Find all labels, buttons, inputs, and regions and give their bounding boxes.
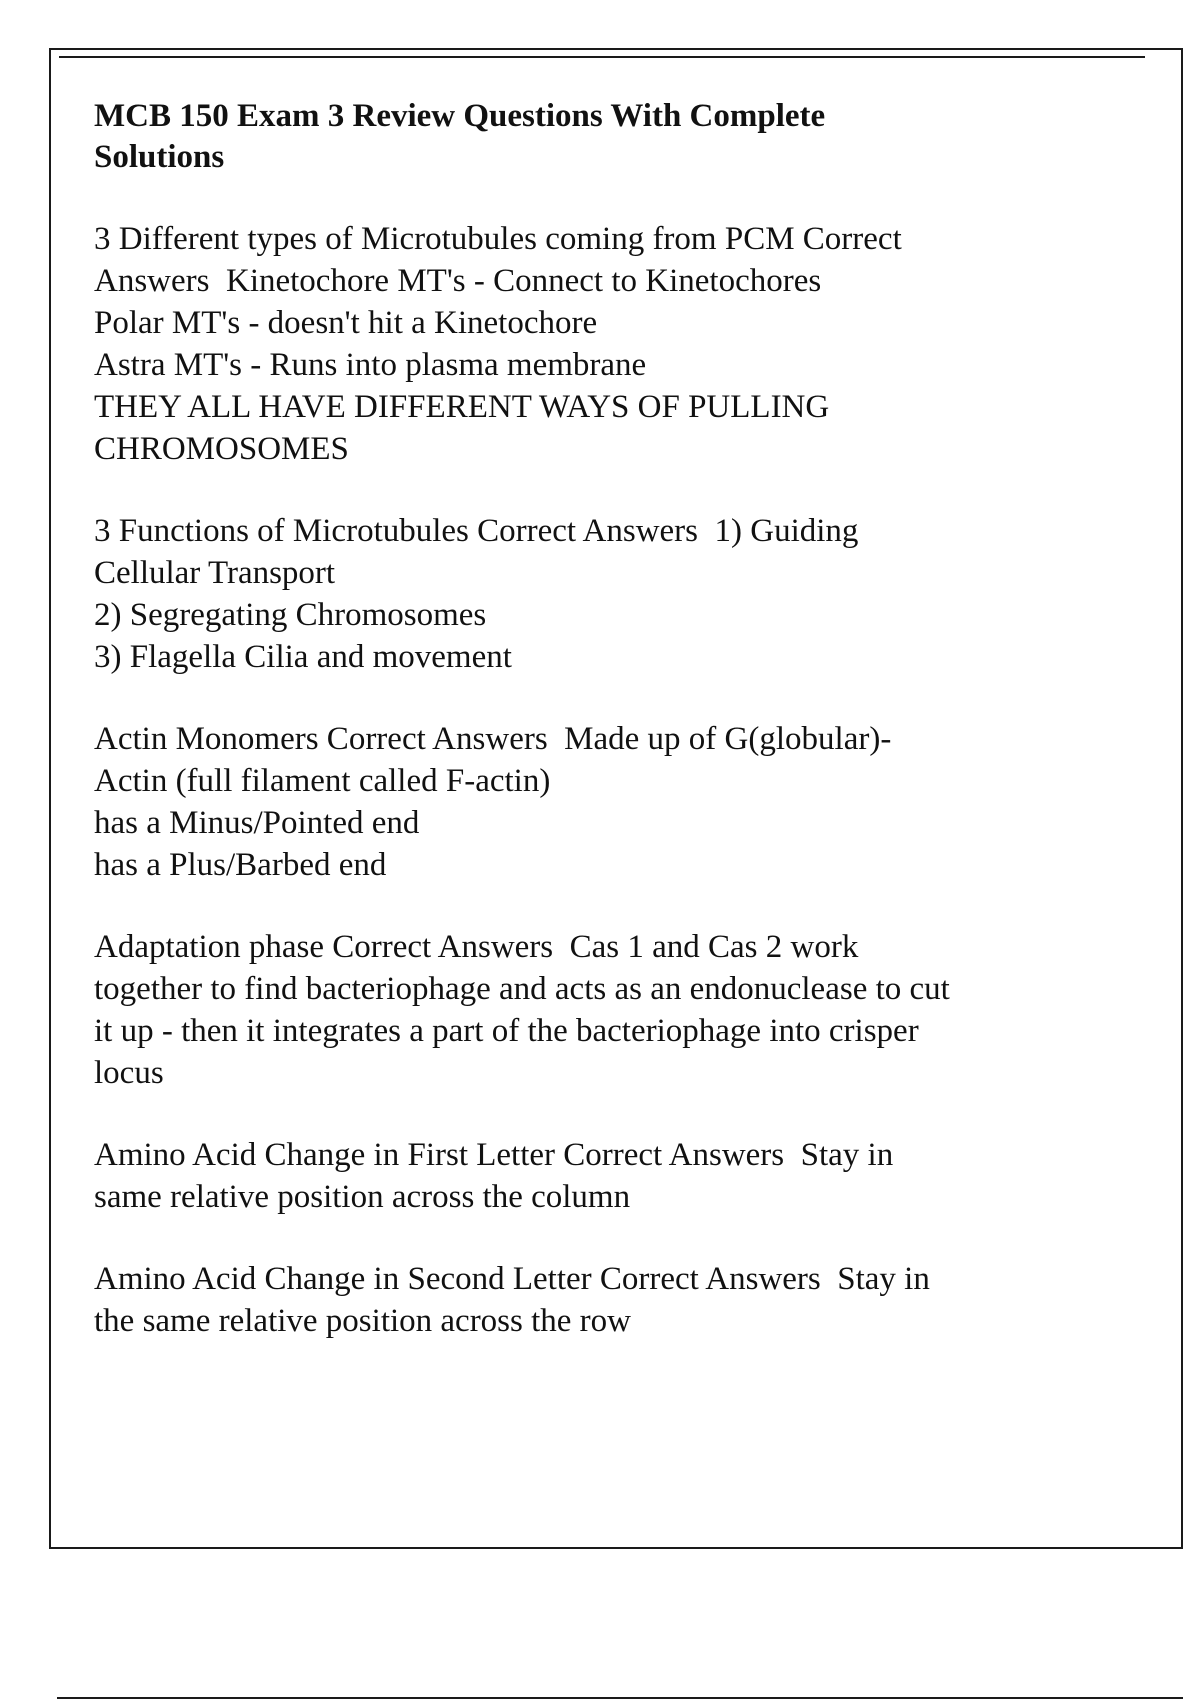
entry-line: Astra MT's - Runs into plasma membrane [94, 347, 647, 383]
document-title [94, 96, 1054, 178]
title-line: MCB 150 Exam 3 Review Questions With Complete [94, 98, 826, 134]
qa-entry-adaptation-phase [94, 926, 1054, 1094]
entry-line: together to find bacteriophage and acts as an endonuclease to cut [94, 971, 950, 1007]
entry-line: Amino Acid Change in First Letter Correct Answers Stay in [94, 1137, 894, 1173]
qa-entry-microtubule-types [94, 218, 1054, 470]
entry-line: the same relative position across the row [94, 1303, 632, 1339]
entry-line: locus [94, 1055, 164, 1091]
entry-line: Answers Kinetochore MT's - Connect to Kinetochores [94, 263, 822, 299]
qa-entry-microtubule-functions [94, 510, 1054, 678]
entry-line: Adaptation phase Correct Answers Cas 1 and Cas 2 work [94, 929, 859, 965]
entry-line: 2) Segregating Chromosomes [94, 597, 487, 633]
title-line: Solutions [94, 139, 225, 175]
entry-line: 3) Flagella Cilia and movement [94, 639, 512, 675]
document-content [94, 96, 1054, 1382]
entry-line: THEY ALL HAVE DIFFERENT WAYS OF PULLING [94, 389, 830, 425]
entry-line: has a Minus/Pointed end [94, 805, 420, 841]
entry-line: it up - then it integrates a part of the bacteriophage into crisper [94, 1013, 919, 1049]
entry-line: Actin Monomers Correct Answers Made up of G(globular)- [94, 721, 892, 757]
entry-line: has a Plus/Barbed end [94, 847, 387, 883]
entry-line: Polar MT's - doesn't hit a Kinetochore [94, 305, 598, 341]
top-rule [59, 56, 1145, 58]
entry-line: same relative position across the column [94, 1179, 631, 1215]
entry-line: CHROMOSOMES [94, 431, 349, 467]
entry-line: Amino Acid Change in Second Letter Correct Answers Stay in [94, 1261, 930, 1297]
qa-entry-actin-monomers [94, 718, 1054, 886]
qa-entry-second-letter-change [94, 1258, 1054, 1342]
bottom-rule [57, 1697, 1183, 1699]
qa-entry-first-letter-change [94, 1134, 1054, 1218]
entry-line: 3 Functions of Microtubules Correct Answers 1) Guiding [94, 513, 859, 549]
entry-line: 3 Different types of Microtubules coming from PCM Correct [94, 221, 902, 257]
entry-line: Actin (full filament called F-actin) [94, 763, 551, 799]
entry-line: Cellular Transport [94, 555, 336, 591]
